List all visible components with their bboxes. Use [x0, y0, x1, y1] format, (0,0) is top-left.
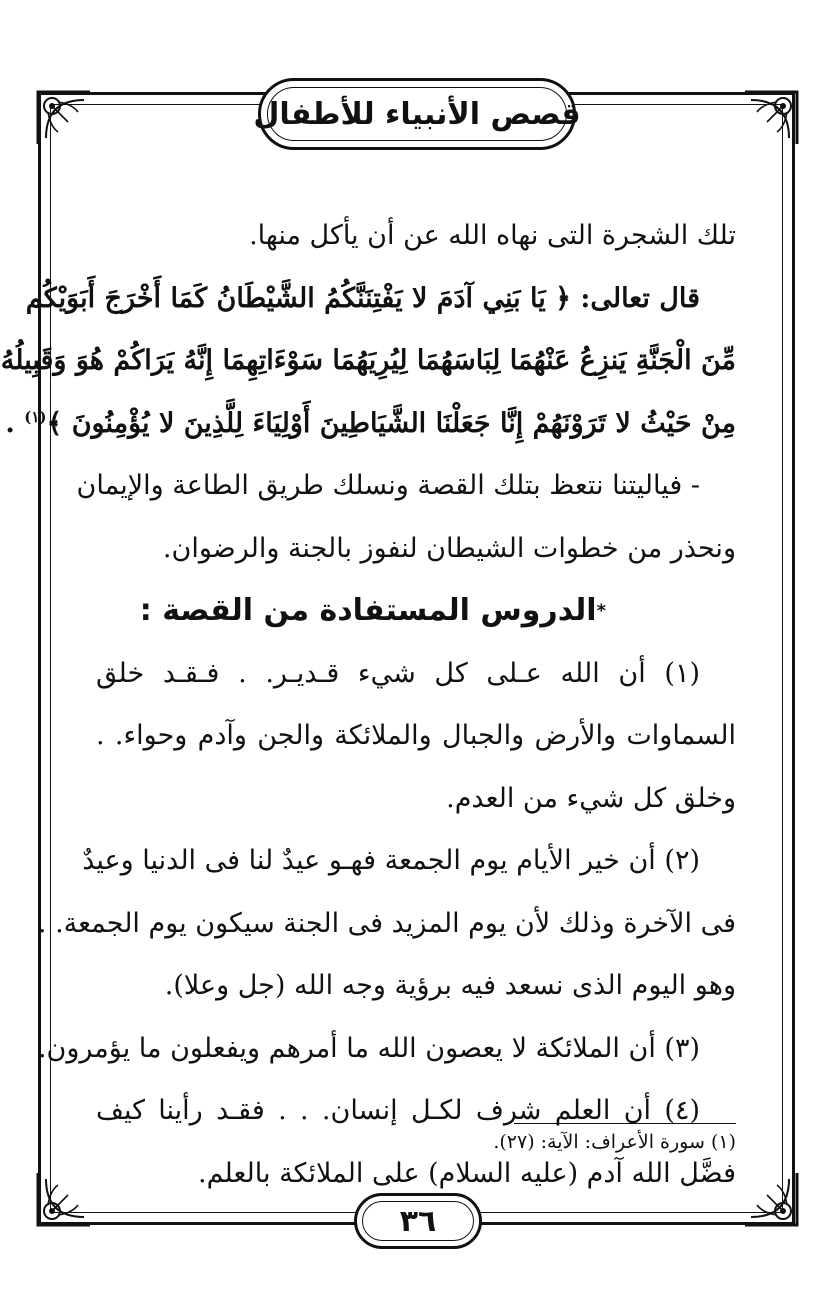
section-heading-text: الدروس المستفادة من القصة : — [139, 593, 597, 628]
text-line: تلك الشجرة التى نهاه الله عن أن يأكل منها. — [249, 220, 736, 251]
page-number: ٣٦ — [399, 1203, 437, 1239]
corner-ornament-icon — [28, 1163, 100, 1235]
section-marker: * — [596, 600, 606, 622]
lesson-line: وخلق كل شيء من العدم. — [446, 782, 736, 814]
corner-ornament-icon — [735, 82, 807, 154]
section-heading — [96, 580, 736, 643]
text-line: - فياليتنا نتعظ بتلك القصة ونسلك طريق الطاعة والإيمان — [76, 470, 700, 501]
text-line: ونحذر من خطوات الشيطان لنفوز بالجنة والرضوان. — [162, 532, 736, 564]
footnote-divider — [514, 1123, 736, 1124]
quran-verse-line: قال تعالى: ﴿ يَا بَنِي آدَمَ لا يَفْتِنَنَّكُمُ الشَّيْطَانُ كَمَا أَخْرَجَ أَبَوَيْكُم — [25, 282, 700, 314]
book-title: قصص الأنبياء للأطفال — [253, 96, 581, 132]
quran-verse-line — [5, 393, 736, 456]
corner-ornament-icon — [28, 82, 100, 154]
quran-verse-line: مِّنَ الْجَنَّةِ يَنزِعُ عَنْهُمَا لِبَاسَهُمَا لِيُرِيَهُمَا سَوْءَاتِهِمَا إِنَّهُ يَرَاكُمْ هُوَ وَقَبِيلُهُ — [0, 345, 736, 376]
lesson-line: (٤) أن العلم شرف لكـل إنسان. . . فقـد رأينا كيف — [96, 1095, 700, 1126]
lesson-line: (١) أن الله عـلى كل شيء قـديـر. . فـقـد خلق — [96, 657, 700, 689]
lesson-line: (٢) أن خير الأيام يوم الجمعة فهـو عيدٌ لنا فى الدنيا وعيدٌ — [82, 845, 700, 876]
footnote-reference: (١) — [24, 407, 47, 426]
lesson-line: السماوات والأرض والجبال والملائكة والجن وآدم وحواء. . — [96, 720, 736, 751]
corner-ornament-icon — [735, 1163, 807, 1235]
quran-verse-text: مِنْ حَيْثُ لا تَرَوْنَهُمْ إِنَّا جَعَلْنَا الشَّيَاطِينَ أَوْلِيَاءَ لِلَّذِينَ لا يُؤْمِنُونَ ﴾ — [46, 407, 736, 439]
lesson-line: فى الآخرة وذلك لأن يوم المزيد فى الجنة سيكون يوم الجمعة. . — [37, 907, 736, 939]
lesson-line: (٣) أن الملائكة لا يعصون الله ما أمرهم ويفعلون ما يؤمرون. — [37, 1032, 700, 1064]
page-body — [0, 205, 736, 1205]
lesson-line: وهو اليوم الذى نسعد فيه برؤية وجه الله (جل وعلا). — [164, 970, 736, 1001]
book-title-cartouche — [253, 78, 581, 150]
page-number-medallion — [354, 1193, 482, 1249]
lesson-line: فضَّل الله آدم (عليه السلام) على الملائكة بالعلم. — [198, 1157, 736, 1189]
footnote: (١) سورة الأعراف: الآية: (٢٧). — [493, 1131, 736, 1153]
line-period: . — [5, 407, 15, 439]
